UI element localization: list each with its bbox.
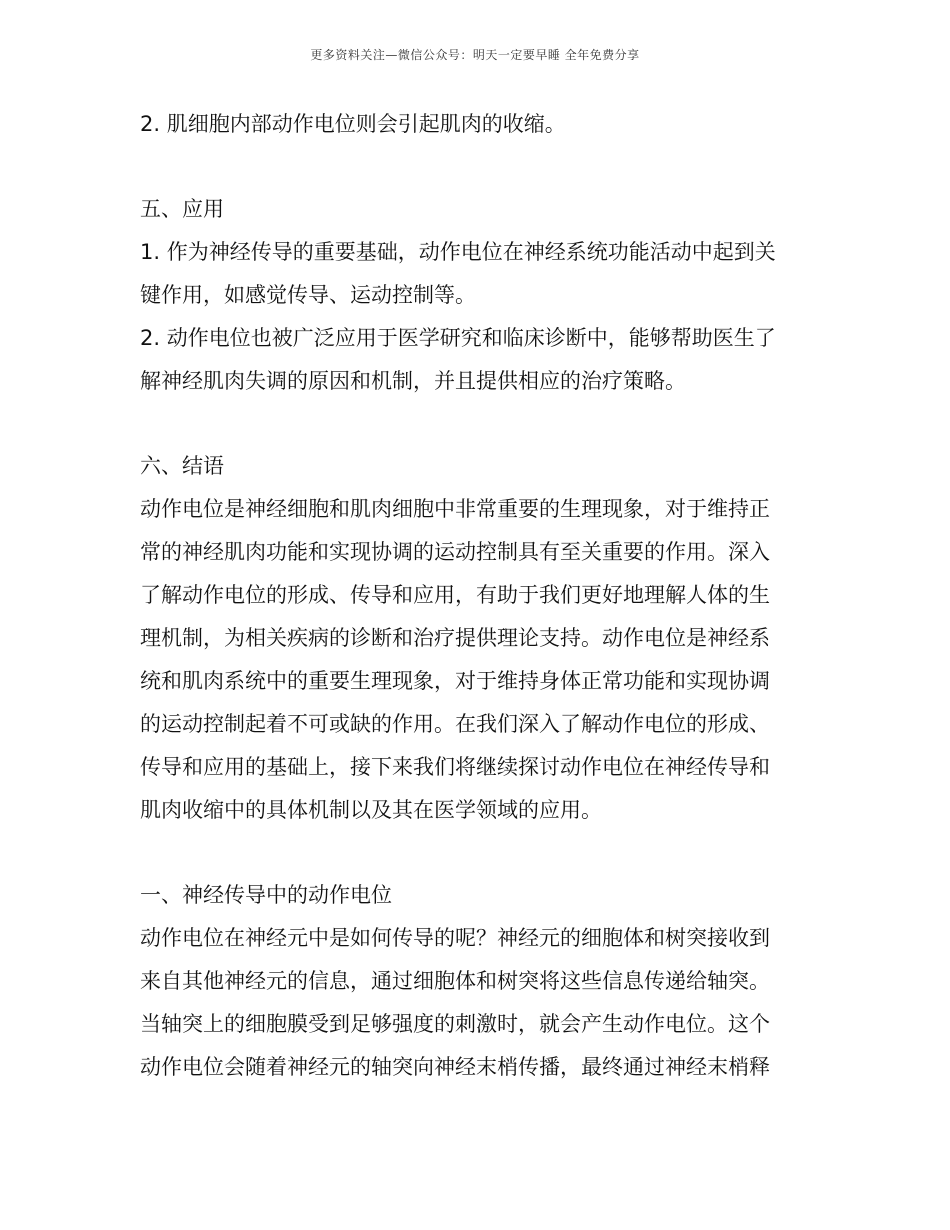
- text-line: 常的神经肌肉功能和实现协调的运动控制具有至关重要的作用。深入: [140, 540, 770, 564]
- document-body: [140, 103, 800, 1089]
- text-line: 解神经肌肉失调的原因和机制，并且提供相应的治疗策略。: [140, 369, 686, 393]
- text-line: 一、神经传导中的动作电位: [140, 883, 392, 907]
- paragraph-gap: [140, 146, 800, 188]
- text-line: 统和肌肉系统中的重要生理现象，对于维持身体正常功能和实现协调: [140, 669, 770, 693]
- text-line: 传导和应用的基础上，接下来我们将继续探讨动作电位在神经传导和: [140, 755, 770, 779]
- text-line: 2. 肌细胞内部动作电位则会引起肌肉的收缩。: [140, 112, 566, 136]
- text-line: 来自其他神经元的信息，通过细胞体和树突将这些信息传递给轴突。: [140, 969, 770, 993]
- text-line: 肌肉收缩中的具体机制以及其在医学领域的应用。: [140, 798, 602, 822]
- paragraph-gap: [140, 832, 800, 874]
- page-header: 更多资料关注—微信公众号：明天一定要早睡 全年免费分享: [310, 48, 640, 62]
- text-line: 了解动作电位的形成、传导和应用，有助于我们更好地理解人体的生: [140, 583, 770, 607]
- text-line: 动作电位会随着神经元的轴突向神经末梢传播，最终通过神经末梢释: [140, 1055, 770, 1079]
- text-line: 键作用，如感觉传导、运动控制等。: [140, 283, 476, 307]
- text-line: 理机制，为相关疾病的诊断和治疗提供理论支持。动作电位是神经系: [140, 626, 770, 650]
- paragraph-gap: [140, 403, 800, 445]
- text-line: 2. 动作电位也被广泛应用于医学研究和临床诊断中，能够帮助医生了: [140, 326, 776, 350]
- text-line: 动作电位是神经细胞和肌肉细胞中非常重要的生理现象，对于维持正: [140, 497, 770, 521]
- text-line: 1. 作为神经传导的重要基础，动作电位在神经系统功能活动中起到关: [140, 240, 776, 264]
- text-line: 动作电位在神经元中是如何传导的呢？神经元的细胞体和树突接收到: [140, 926, 770, 950]
- text-line: 当轴突上的细胞膜受到足够强度的刺激时，就会产生动作电位。这个: [140, 1012, 770, 1036]
- text-line: 的运动控制起着不可或缺的作用。在我们深入了解动作电位的形成、: [140, 712, 770, 736]
- text-line: 六、结语: [140, 454, 224, 478]
- text-line: 五、应用: [140, 197, 224, 221]
